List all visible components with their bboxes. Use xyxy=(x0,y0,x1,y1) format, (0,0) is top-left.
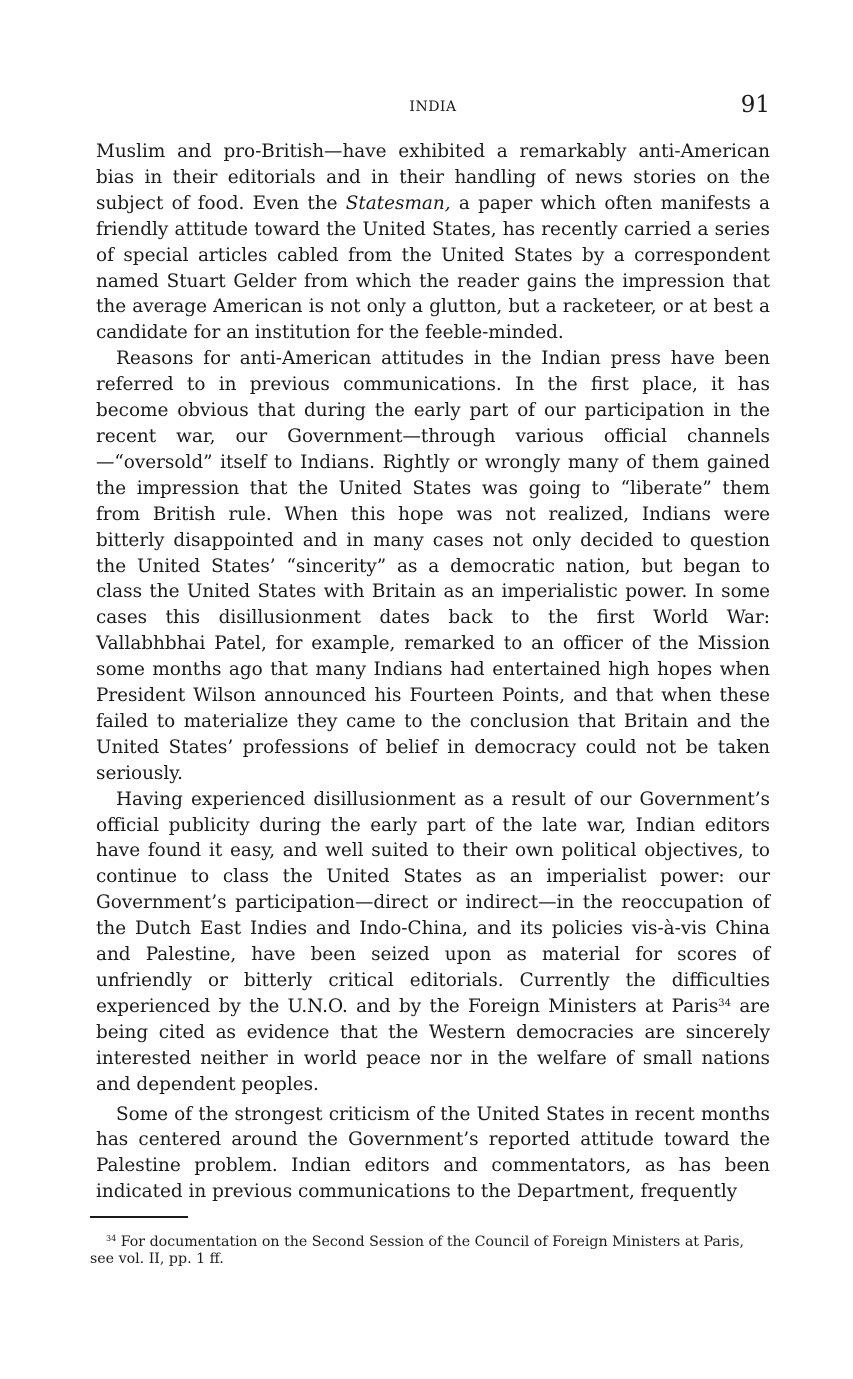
body-text xyxy=(96,139,770,1205)
footnote-reference: 34 xyxy=(718,997,732,1009)
paragraph-1-text-b: a paper which often manifests a friendly attitude toward the United States, has recently carried a series of special articles cabled from the United States by a correspondent named Stuart Gelder from which the reader gains the impression that the average American is not only a glutton, but a racketeer, or at best a candidate for an institution for the feeble-minded. xyxy=(96,192,770,344)
paragraph-3 xyxy=(96,787,770,1098)
footnote xyxy=(90,1234,770,1268)
paragraph-3-text-b: are being cited as evidence that the Western democracies are sincerely interested neither in world peace nor in the welfare of small nations and dependent peoples. xyxy=(96,995,770,1095)
paragraph-4: Some of the strongest criticism of the United States in recent months has centered around the Government’s reported attitude toward the Palestine problem. Indian editors and commentators, as has been indicated in previous communications to the Department, frequently xyxy=(96,1103,770,1203)
paragraph-2: Reasons for anti-American attitudes in the Indian press have been referred to in previous communications. In the first place, it has become obvious that during the early part of our participation in the recent war, our Government—through various official channels—“oversold” itself to Indians. Rightly or wrongly many of them gained the impression that the United States was going to “liberate” them from British rule. When this hope was not realized, Indians were bitterly disappointed and in many cases not only decided to question the United States’ “sincerity” as a democratic nation, but began to class the United States with Britain as an imperialistic power. In some cases this disillusionment dates back to the first World War: Vallabhbhai Patel, for example, remarked to an officer of the Mission some months ago that many Indians had entertained high hopes when President Wilson announced his Fourteen Points, and that when these failed to materialize they came to the conclusion that Britain and the United States’ professions of belief in democracy could not be taken seriously. xyxy=(96,348,770,784)
footnote-text: For documentation on the Second Session of the Council of Foreign Ministers at Paris, see vol. II, pp. 1 ff. xyxy=(90,1234,744,1267)
footnote-marker: 34 xyxy=(106,1234,117,1243)
footnote-divider xyxy=(90,1216,188,1218)
running-head xyxy=(96,92,770,122)
paragraph-1 xyxy=(96,139,770,346)
paragraph-3-text-a: Having experienced disillusionment as a result of our Government’s official publicity during the early part of the late war, Indian editors have found it easy, and well suited to their own political objectives, to continue to class the United States as an imperialist power: our Government’s participation—direct or indirect—in the reoccupation of the Dutch East Indies and Indo-China, and its policies vis-à-vis China and Palestine, have been seized upon as material for scores of unfriendly or bitterly critical editorials. Currently the difficulties experienced by the U.N.O. and by the Foreign Ministers at Paris xyxy=(96,788,770,1017)
page-number: 91 xyxy=(740,92,770,118)
paragraph-1-text-a: Muslim and pro-British—have exhibited a remarkably anti-American bias in their editorials and in their handling of news stories on the subject of food. Even the xyxy=(96,141,770,214)
newspaper-title-statesman: Statesman, xyxy=(345,192,451,214)
running-title: INDIA xyxy=(409,99,457,115)
